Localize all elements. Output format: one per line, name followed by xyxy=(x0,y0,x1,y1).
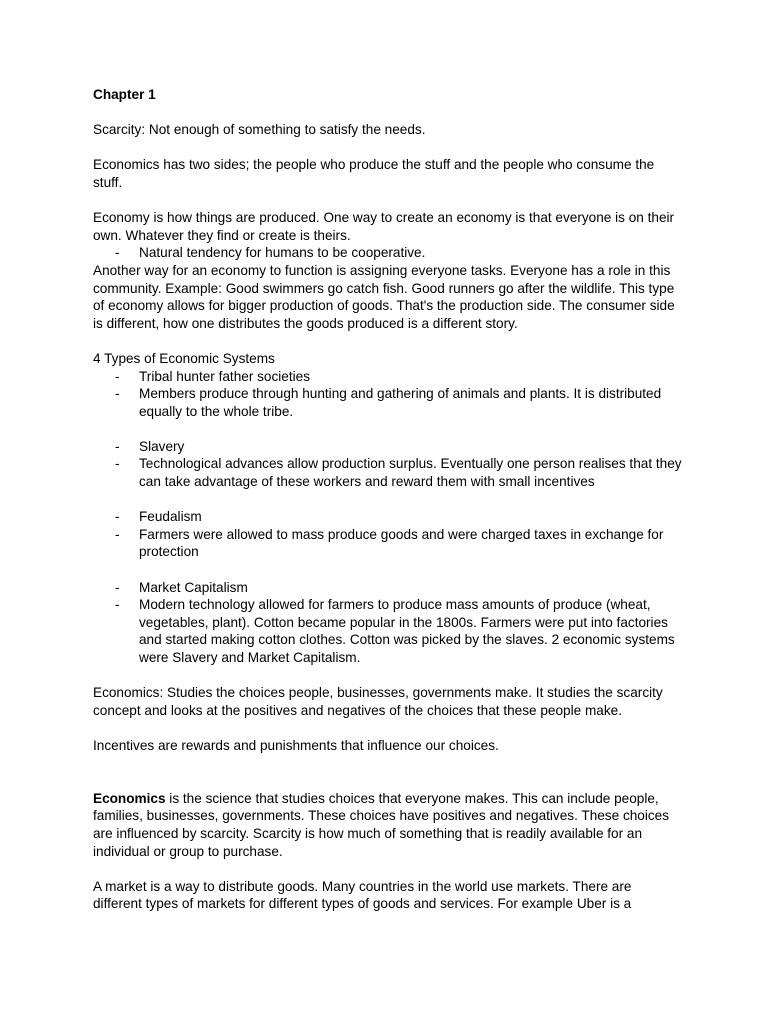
system-description: Modern technology allowed for farmers to produce mass amounts of produce (wheat, vegetables, plant). Cotton became popular in the 1800s. Farmers were put into factories and started making cotton clothes. Cotton was picked by the slaves. 2 economic systems were Slavery and Market Capitalism. xyxy=(139,597,675,665)
document-page xyxy=(93,86,683,913)
system-description: Members produce through hunting and gathering of animals and plants. It is distributed equally to the whole tribe. xyxy=(139,386,662,419)
economics-studies-paragraph: Economics: Studies the choices people, businesses, governments make. It studies the scarcity concept and looks at the positives and negatives of the choices that these people make. xyxy=(93,685,663,718)
economics-term: Economics xyxy=(93,790,166,806)
scarcity-definition: Scarcity: Not enough of something to satisfy the needs. xyxy=(93,122,426,138)
two-sides-paragraph: Economics has two sides; the people who produce the stuff and the people who consume the stuff. xyxy=(93,157,655,190)
system-name: Slavery xyxy=(139,438,185,454)
system-desc-bullet xyxy=(93,596,683,666)
bullet-dash: - xyxy=(115,438,120,454)
types-heading: 4 Types of Economic Systems xyxy=(93,350,275,366)
system-name-bullet xyxy=(93,508,683,526)
bullet-dash: - xyxy=(115,597,120,613)
bullet-dash: - xyxy=(115,526,120,542)
system-desc-bullet xyxy=(93,526,683,561)
market-paragraph: A market is a way to distribute goods. Many countries in the world use markets. There are different types of markets for different types of goods and services. For example Uber is a xyxy=(93,878,632,912)
system-description: Technological advances allow production surplus. Eventually one person realises that they can take advantage of these workers and reward them with small incentives xyxy=(139,456,682,490)
economics-definition-paragraph xyxy=(93,790,683,860)
bullet-dash: - xyxy=(115,509,120,525)
system-name: Market Capitalism xyxy=(139,579,248,595)
system-description: Farmers were allowed to mass produce goods and were charged taxes in exchange for protection xyxy=(139,526,664,560)
bullet-dash: - xyxy=(115,579,120,595)
system-name-bullet xyxy=(93,579,683,597)
system-name-bullet xyxy=(93,438,683,456)
bullet-dash: - xyxy=(115,245,120,261)
cooperative-bullet xyxy=(93,244,683,262)
economic-systems-list xyxy=(93,368,683,667)
tasks-paragraph: Another way for an economy to function is assigning everyone tasks. Everyone has a role in this community. Example: Good swimmers go catch fish. Good runners go after the wildlife. This type of economy allows for bigger production of goods. That's the production side. The consumer side is different, how one distributes the goods produced is a different story. xyxy=(93,262,675,331)
bullet-dash: - xyxy=(115,456,120,472)
system-desc-bullet xyxy=(93,455,683,490)
system-name: Feudalism xyxy=(139,509,202,525)
incentives-paragraph: Incentives are rewards and punishments that influence our choices. xyxy=(93,737,499,753)
bullet-dash: - xyxy=(115,386,120,402)
system-desc-bullet xyxy=(93,385,683,420)
chapter-title: Chapter 1 xyxy=(93,87,156,102)
economics-definition-text: is the science that studies choices that everyone makes. This can include people, families, businesses, governments. These choices have positives and negatives. These choices are influenced by scarcity. Scarcity is how much of something that is readily available for an individual or group to purchase. xyxy=(93,790,670,859)
economy-intro-paragraph: Economy is how things are produced. One way to create an economy is that everyone is on their own. Whatever they find or create is theirs. xyxy=(93,210,675,243)
cooperative-bullet-text: Natural tendency for humans to be cooperative. xyxy=(139,245,426,261)
bullet-dash: - xyxy=(115,368,120,384)
system-name-bullet xyxy=(93,368,683,386)
system-name: Tribal hunter father societies xyxy=(139,368,311,384)
